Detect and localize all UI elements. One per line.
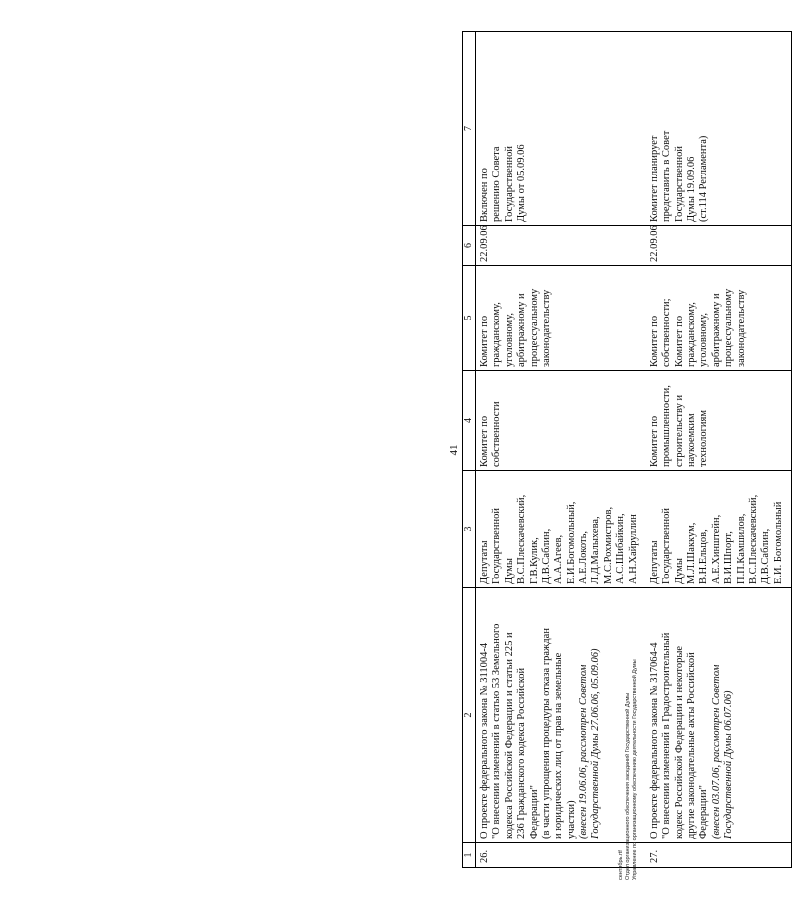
committee-line: процессуальному: [723, 288, 735, 367]
bill-title-line: кодекса Российской Федерации и статьи 225 и: [503, 632, 515, 839]
column-header: 4: [463, 371, 476, 471]
status-line: Государственной: [673, 146, 685, 222]
author-line: В.Н.Ельцов,: [698, 529, 710, 584]
footer-filename: сентябрь.rtf: [618, 850, 624, 880]
bill-title-line: другие законодательные акты Российской: [686, 652, 697, 839]
authors-cell: [646, 471, 792, 588]
author-line: А.С.Шибайкин,: [615, 513, 627, 584]
author-line: Г.В.Кулик,: [528, 537, 540, 584]
author-line: М.С.Рохмистров,: [602, 506, 614, 584]
document-footer: [618, 659, 639, 880]
authors-cell: [476, 471, 646, 588]
author-line: А.Е.Локоть,: [578, 530, 589, 584]
committee-line: гражданскому,: [686, 302, 697, 367]
bill-title-line: О проекте федерального закона № 311004-4: [479, 642, 490, 839]
committee-line: законодательству: [540, 289, 552, 367]
status-line: (ст.114 Регламента): [698, 135, 710, 222]
bill-title-line: "О внесении изменений в Градостроительный: [661, 632, 673, 839]
status-line: Комитет планирует: [648, 135, 660, 222]
status-line: Включен по: [479, 168, 490, 222]
status-line: решению Совета: [491, 146, 503, 222]
author-line: А.А.Агеев,: [553, 534, 565, 584]
author-line: М.Л.Шаккум,: [686, 522, 697, 584]
committee-line: законодательству: [735, 289, 747, 367]
bill-title-line: Федерации": [698, 785, 710, 839]
bill-title-line: О проекте федерального закона № 317064-4: [648, 642, 660, 839]
author-line: Думы: [673, 558, 685, 584]
status-line: Думы 19.09.06: [686, 156, 697, 222]
committee-line: уголовному,: [503, 313, 515, 367]
author-line: П.П.Камшилов,: [735, 513, 747, 584]
table-row: [646, 32, 792, 868]
committee-line: наукоемким: [686, 413, 697, 467]
bill-title-line: участки): [565, 800, 577, 839]
author-line: Депутаты: [479, 540, 490, 584]
committee-line: строительству и: [673, 394, 685, 467]
author-line: Государственной: [661, 508, 673, 584]
author-line: Депутаты: [648, 540, 660, 584]
row-number: 26.: [476, 843, 646, 868]
status-cell: [476, 32, 646, 226]
bill-note-line: (внесен 03.07.06, рассмотрен Советом: [710, 664, 722, 839]
author-line: В.С.Плескачевский,: [747, 494, 759, 584]
author-line: А.Н.Хайруллин: [627, 514, 639, 584]
lead-committee-cell: [646, 371, 792, 471]
status-line: Государственной: [503, 146, 515, 222]
committee-line: процессуальному: [528, 288, 540, 367]
committee-line: технологиям: [698, 410, 710, 467]
author-line: А.Е.Хинштейн,: [710, 514, 722, 584]
author-line: Думы: [503, 558, 515, 584]
column-header: 6: [463, 226, 476, 266]
committee-line: Комитет по: [648, 415, 660, 467]
column-header: 1: [463, 843, 476, 868]
footer-department: Отдел организационного обеспечения заседаний Государственной Думы: [624, 692, 631, 880]
committee-line: арбитражному и: [710, 293, 722, 367]
bill-note-line: Государственной Думы 27.06.06, 05.09.06): [590, 648, 602, 839]
co-committees-cell: [476, 266, 646, 371]
author-line: В.С.Плескачевский,: [516, 494, 528, 584]
bill-title-line: Федерации": [528, 785, 540, 839]
column-header: 5: [463, 266, 476, 371]
bill-note-line: (внесен 19.06.06, рассмотрен Советом: [578, 664, 589, 839]
committee-line: Комитет по: [479, 315, 490, 367]
status-line: Думы от 05.09.06: [516, 144, 528, 222]
committee-line: Комитет по: [479, 415, 490, 467]
bill-title-line: кодекс Российской Федерации и некоторые: [673, 645, 685, 839]
committee-line: уголовному,: [698, 313, 710, 367]
author-line: В.И.Шпорт,: [723, 531, 735, 584]
author-line: Е.И. Богомольный: [772, 501, 784, 584]
column-header: 2: [463, 588, 476, 843]
date-cell: 22.09.06: [646, 226, 792, 266]
bill-title-cell: [646, 588, 792, 843]
bill-title-line: "О внесении изменений в статью 53 Земельного: [491, 623, 503, 839]
status-line: представить в Совет: [661, 130, 673, 222]
committee-line: собственности: [491, 401, 503, 467]
date-cell: 22.09.06: [476, 226, 646, 266]
author-line: Е.И.Богомольный,: [565, 501, 577, 584]
committee-line: гражданскому,: [491, 302, 503, 367]
author-line: Л.Д.Малыхева,: [590, 516, 602, 584]
committee-line: собственности;: [661, 298, 673, 367]
bill-note-line: Государственной Думы 06.07.06): [723, 690, 735, 839]
bill-title-line: 236 Гражданского кодекса Российской: [516, 667, 528, 839]
footer-directorate: Управление по организационному обеспечению деятельности Государственной Думы: [631, 659, 638, 880]
committee-line: арбитражному и: [516, 293, 528, 367]
column-header: 3: [463, 471, 476, 588]
author-line: Д.В.Саблин,: [760, 528, 772, 584]
co-committees-cell: [646, 266, 792, 371]
column-header: 7: [463, 32, 476, 226]
author-line: Государственной: [491, 508, 503, 584]
author-line: Д.В.Саблин,: [540, 528, 552, 584]
status-cell: [646, 32, 792, 226]
committee-line: промышленности,: [661, 385, 673, 467]
lead-committee-cell: [476, 371, 646, 471]
column-number-header: [463, 32, 476, 868]
bill-title-line: и юридических лиц от прав на земельные: [553, 652, 565, 839]
page-number: 41: [448, 444, 460, 456]
committee-line: Комитет по: [673, 315, 685, 367]
bill-title-line: (в части упрощения процедуры отказа граждан: [540, 628, 552, 839]
row-number: 27.: [646, 843, 792, 868]
committee-line: Комитет по: [648, 315, 660, 367]
